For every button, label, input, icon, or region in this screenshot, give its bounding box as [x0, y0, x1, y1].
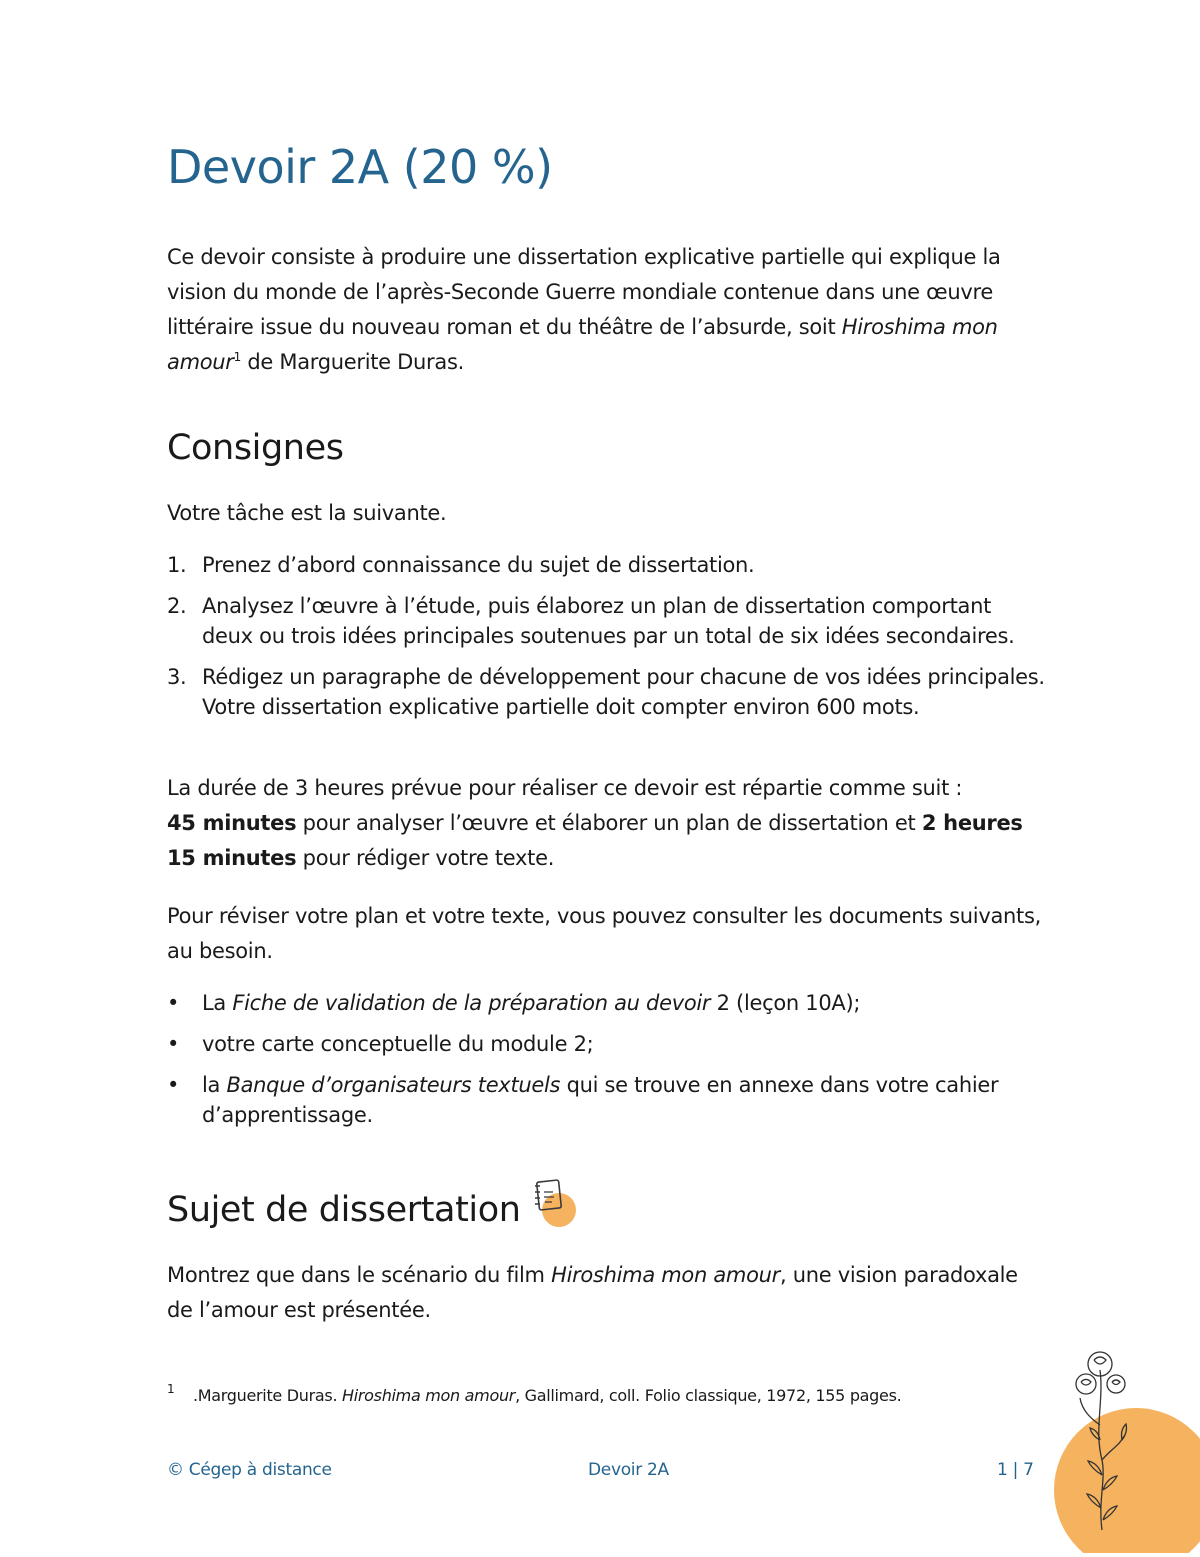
doc-text: votre carte conceptuelle du module 2; [202, 1032, 594, 1056]
sujet-heading [167, 1190, 581, 1232]
steps-list [167, 550, 1047, 733]
list-item [167, 1029, 1047, 1059]
flower-illustration [1050, 1340, 1200, 1553]
list-item [167, 591, 1047, 651]
duree-end: pour rédiger votre texte. [296, 846, 555, 870]
sujet-text: Montrez que dans le scénario du film [167, 1263, 552, 1287]
duree-time-writing: 2 heures 15 minutes [167, 811, 1023, 870]
list-item-text: Prenez d’abord connaissance du sujet de dissertation. [202, 553, 755, 577]
duree-paragraph [167, 771, 1047, 876]
intro-work-title: Hiroshima mon amour [167, 315, 998, 374]
intro-text-end: de Marguerite Duras. [240, 350, 464, 374]
doc-text: La [202, 991, 233, 1015]
notebook-icon [529, 1176, 581, 1232]
page-title: Devoir 2A (20 %) [167, 140, 553, 194]
list-item [167, 988, 1047, 1018]
footer-page-number: 1 | 7 [997, 1460, 1034, 1480]
list-item [167, 662, 1047, 722]
bullet: • [167, 1032, 180, 1056]
list-item [167, 550, 1047, 580]
sujet-film-title: Hiroshima mon amour [551, 1263, 780, 1287]
reviser-paragraph: Pour réviser votre plan et votre texte, vous pouvez consulter les documents suivants, au besoin. [167, 904, 1041, 963]
doc-title: Banque d’organisateurs textuels [226, 1073, 561, 1097]
footnote-reference[interactable]: 1 [233, 350, 241, 364]
list-number: 1. [167, 553, 187, 577]
footer-title: Devoir 2A [588, 1460, 669, 1480]
intro-text: Ce devoir consiste à produire une dissertation explicative partielle qui explique la vision du monde de l’après-Seconde Guerre mondiale contenue dans une œuvre littéraire issue du nouveau roman et du théâtre de l’absurde, soit [167, 245, 1001, 339]
duree-intro: La durée de 3 heures prévue pour réaliser ce devoir est répartie comme suit : [167, 776, 963, 800]
list-item-text: Rédigez un paragraphe de développement pour chacune de vos idées principales. Votre dissertation explicative partielle doit compter environ 600 mots. [202, 665, 1045, 719]
sujet-paragraph [167, 1258, 1047, 1328]
footnote-body [193, 1386, 901, 1405]
bullet: • [167, 1073, 180, 1097]
tache-paragraph: Votre tâche est la suivante. [167, 501, 447, 525]
intro-paragraph [167, 240, 1047, 380]
list-number: 2. [167, 594, 187, 618]
duree-mid: pour analyser l’œuvre et élaborer un plan de dissertation et [296, 811, 922, 835]
bullet: • [167, 991, 180, 1015]
sujet-heading-text: Sujet de dissertation [167, 1190, 521, 1230]
footer-copyright: © Cégep à distance [167, 1460, 332, 1480]
duree-time-analysis: 45 minutes [167, 811, 297, 835]
footnote-text: .Marguerite Duras. [193, 1386, 343, 1405]
footnote-work-title: Hiroshima mon amour [342, 1386, 516, 1405]
consignes-heading: Consignes [167, 428, 344, 468]
list-item-text: Analysez l’œuvre à l’étude, puis élaborez un plan de dissertation comportant deux ou trois idées principales soutenues par un total de six idées secondaires. [202, 594, 1015, 648]
list-item [167, 1070, 1047, 1130]
list-number: 3. [167, 665, 187, 689]
doc-title: Fiche de validation de la préparation au devoir [232, 991, 717, 1015]
footnote-number: 1 [167, 1382, 175, 1396]
documents-list [167, 988, 1047, 1141]
doc-text-end: qui se trouve en annexe dans votre cahier d’apprentissage. [202, 1073, 999, 1127]
footnote-text-end: , Gallimard, coll. Folio classique, 1972, 155 pages. [515, 1386, 902, 1405]
doc-text-end: 2 (leçon 10A); [716, 991, 861, 1015]
sujet-text-end: , une vision paradoxale de l’amour est présentée. [167, 1263, 1018, 1322]
doc-text: la [202, 1073, 227, 1097]
